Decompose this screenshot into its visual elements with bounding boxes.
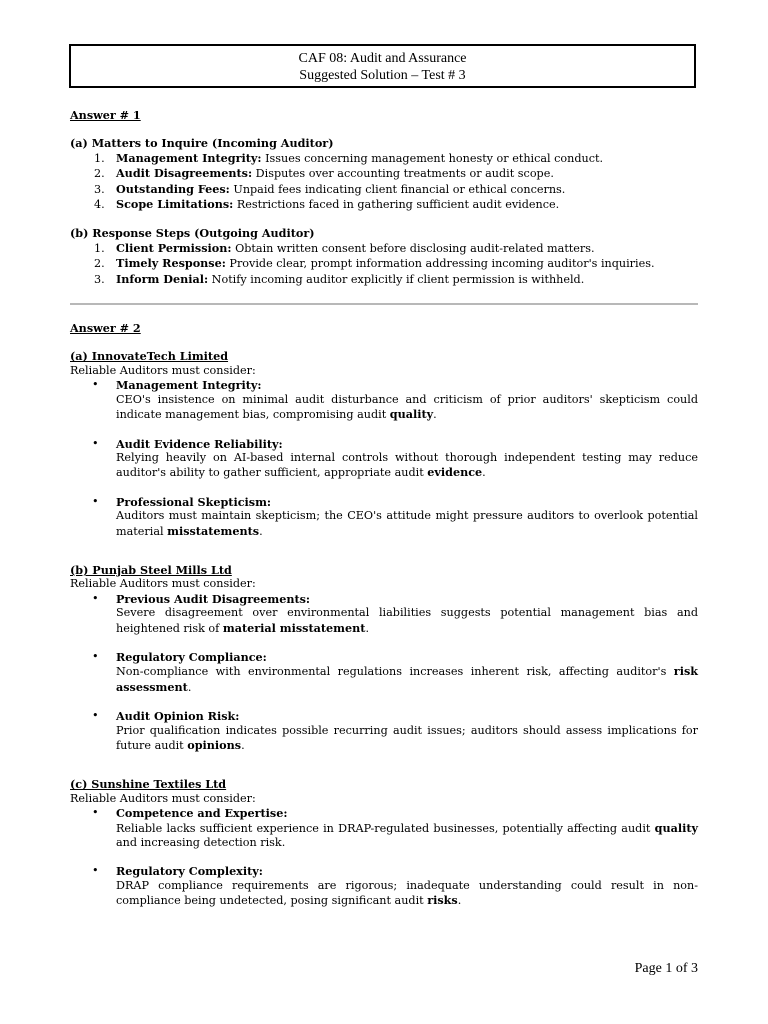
bullet-icon: • <box>92 494 99 508</box>
answer1-parta-title: (a) Matters to Inquire (Incoming Auditor) <box>70 136 334 151</box>
list-item: • Previous Audit Disagreements: Severe disagreement over environmental liabilities suggests potential management bias and heightened risk of material misstatement. <box>92 591 698 635</box>
bullet-icon: • <box>92 709 99 723</box>
section-list <box>70 378 698 539</box>
section-list <box>70 806 698 908</box>
list-item: • Audit Evidence Reliability: Relying heavily on AI-based internal controls without thorough independent testing may reduce auditor's ability to gather sufficient, appropriate audit evidence. <box>92 436 698 480</box>
answer1-partb-list <box>70 241 698 287</box>
answer1-parta-list <box>70 151 698 213</box>
list-item: 2. Timely Response: Provide clear, prompt information addressing incoming auditor's inquiries. <box>94 256 655 271</box>
list-item: 1. Management Integrity: Issues concerning management honesty or ethical conduct. <box>94 150 604 165</box>
list-item: • Management Integrity: CEO's insistence on minimal audit disturbance and criticism of prior auditors' skepticism could indicate management bias, compromising audit quality. <box>92 378 698 422</box>
section-intro: Reliable Auditors must consider: <box>70 577 256 591</box>
section-intro: Reliable Auditors must consider: <box>70 363 256 377</box>
bullet-icon: • <box>92 378 99 392</box>
bullet-icon: • <box>92 649 99 663</box>
list-item: • Competence and Expertise: Reliable lacks sufficient experience in DRAP-regulated businesses, potentially affecting audit quality and increasing detection risk. <box>92 806 698 850</box>
bullet-icon: • <box>92 864 99 878</box>
list-item: 1. Client Permission: Obtain written consent before disclosing audit-related matters. <box>94 240 595 255</box>
section-intro: Reliable Auditors must consider: <box>70 791 256 805</box>
header-subtitle: Suggested Solution – Test # 3 <box>299 68 466 83</box>
list-item: 4. Scope Limitations: Restrictions faced in gathering sufficient audit evidence. <box>94 197 560 212</box>
section-title: (c) Sunshine Textiles Ltd <box>70 777 227 792</box>
list-item: 2. Audit Disagreements: Disputes over accounting treatments or audit scope. <box>94 166 554 181</box>
list-item: • Regulatory Compliance: Non-compliance with environmental regulations increases inherent risk, affecting auditor's risk assessment. <box>92 649 698 694</box>
list-item: • Regulatory Complexity: DRAP compliance requirements are rigorous; inadequate understanding could result in non-compliance being undetected, posing significant audit risks. <box>92 864 698 908</box>
bullet-icon: • <box>92 436 99 450</box>
answer1-title: Answer # 1 <box>70 108 141 122</box>
section-title: (a) InnovateTech Limited <box>70 349 229 364</box>
document-header <box>69 44 696 88</box>
bullet-icon: • <box>92 806 99 820</box>
answer1-partb-title: (b) Response Steps (Outgoing Auditor) <box>70 226 315 241</box>
header-title: CAF 08: Audit and Assurance <box>298 51 467 66</box>
page-number: Page 1 of 3 <box>634 961 698 976</box>
section-title: (b) Punjab Steel Mills Ltd <box>70 562 232 577</box>
list-item: • Professional Skepticism: Auditors must maintain skepticism; the CEO's attitude might pressure auditors to overlook potential material misstatements. <box>92 494 698 538</box>
bullet-icon: • <box>92 591 99 605</box>
answer2-title: Answer # 2 <box>70 321 141 336</box>
document-body <box>70 108 698 909</box>
list-item: 3. Outstanding Fees: Unpaid fees indicating client financial or ethical concerns. <box>94 181 566 196</box>
list-item: • Audit Opinion Risk: Prior qualification indicates possible recurring audit issues; auditors should assess implications for future audit opinions. <box>92 709 698 752</box>
section-list <box>70 592 698 754</box>
list-item: 3. Inform Denial: Notify incoming auditor explicitly if client permission is withheld. <box>94 271 585 286</box>
